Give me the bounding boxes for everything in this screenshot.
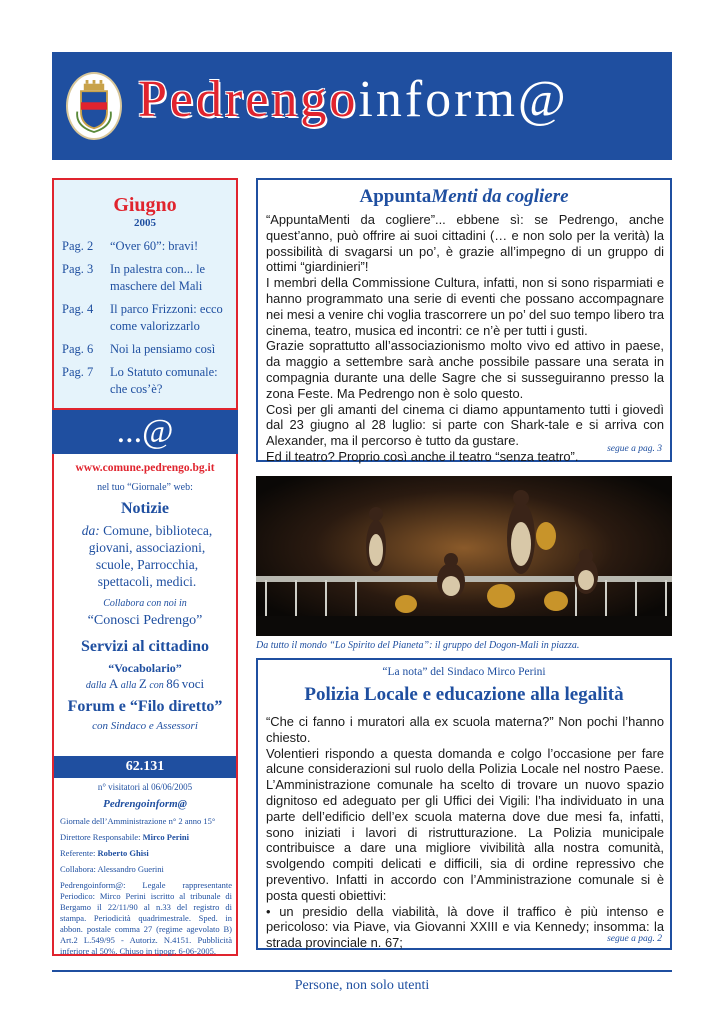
- vocab-con: con: [149, 680, 164, 691]
- article-title: [258, 186, 670, 208]
- article-body: “AppuntaMenti da cogliere”... ebbene sì: se Pedrengo, anche quest’anno, può offrire ai suoi cittadini (… e non solo per la verità) la possibilità di svagarsi un po’, è grazie all’impegno di un gruppo di ottimi “giardinieri”! I membri della Commissione Cultura, infatti, non si sono risparmiati e hanno programmato una serie di eventi che possano accompagnare nei mesi a venire chi voglia trascorrere un po’ del suo tempo libero tra cinema, teatro, musica ed incontri: ce n’è per tutti i gusti. Grazie soprattutto all’associazionismo molto vivo ed attivo in paese, da maggio a settembre sarà anche possibile passare una serata in compagnia durante una delle Sagre che si susseguiranno presso la zona Feste. Ma Pedrengo non è solo questo. Così per gli amanti del cinema ci diamo appuntamento tutti i giovedì dal 23 giugno al 28 luglio: si parte con Shark-tale e si arriva con Alexander, ma il percorso è tutto da gustare. Ed il teatro? Proprio così anche il teatro “senza teatro”.: [266, 212, 664, 464]
- article-appuntamenti: [256, 178, 672, 462]
- collabora-text: Collabora con noi in: [103, 598, 187, 609]
- article-polizia-locale: [256, 658, 672, 950]
- colophon-director: [60, 832, 232, 843]
- concert-photo: [256, 476, 672, 636]
- director-label: Direttore Responsabile:: [60, 832, 141, 842]
- colophon-legal: Pedrengoinform@: Legale rappresentante Periodico: Mirco Perini iscritto al tribunale di Bergamo il 22/11/90 al n.33 del registro di stampa. Periodicità quadrimestrale. Sped. in abbon. postale comma 27 (regime agevolato B) Art.2 L.549/95 - Autoriz. N.4151. Pubblicità inferiore al 50%. Chiuso in tipogr. 6-06-2005.: [60, 880, 232, 956]
- vocab-a: A: [108, 676, 119, 691]
- footer-slogan: Persone, non solo utenti: [294, 978, 430, 993]
- colophon-contributor: Collabora: Alessandro Guerini: [60, 864, 164, 874]
- title-part-red: Pedrengo: [138, 71, 359, 128]
- toc-title: Il parco Frizzoni: ecco come valorizzarlo: [110, 302, 223, 333]
- article-body: “Che ci fanno i muratori alla ex scuola materna?” Non pochi l’hanno chiesto. Volentieri rispondo a questa domanda e colgo l’occasione per fare alcune considerazioni sul ruolo della Polizia Locale nel nostro Paese. L’Amministrazione comunale ha scelto di trovare un nuovo spazio dignitoso ed adeguato per gli Uffici dei Vigili: l’ha individuato in una parte dell’edificio dell’ex scuola materna dove due mesi fa, infatti, sono iniziati i lavori di ristrutturazione. La Polizia municipale contribuisce a dare una migliore vivibilità alla nostra comunità, svolgendo compiti delicati e difficili, sia di ordine repressivo che preventivo. Infatti in accordo con l’Amministrazione comunale si è posta questi obiettivi: • un presidio della viabilità, là dove il traffico è più intenso e pericoloso: via Piave, via Giovanni XXIII e via Kennedy; insomma: la strada provinciale n. 67;: [266, 714, 664, 951]
- conosci-pedrengo: “Conosci Pedrengo”: [87, 613, 203, 628]
- website-subtitle: nel tuo “Giornale” web:: [97, 482, 193, 493]
- title-normal: Appunta: [359, 186, 432, 207]
- toc-item[interactable]: [62, 301, 232, 335]
- toc-item[interactable]: [62, 364, 232, 398]
- vocab-count: 86: [166, 676, 180, 691]
- newsletter-title: [138, 71, 569, 128]
- table-of-contents-box: [52, 178, 238, 410]
- notizie-heading: Notizie: [121, 500, 169, 517]
- toc-title: In palestra con... le maschere del Mali: [110, 262, 206, 293]
- title-part-white: inform@: [358, 71, 569, 128]
- toc-item[interactable]: [62, 261, 232, 295]
- article-title: Polizia Locale e educazione alla legalità: [304, 684, 624, 705]
- website-link[interactable]: www.comune.pedrengo.bg.it: [75, 462, 215, 474]
- visitor-counter: 62.131: [54, 756, 236, 778]
- issue-year: 2005: [134, 217, 156, 229]
- toc-page: Pag. 2: [62, 239, 94, 253]
- notizie-da: da:: [81, 523, 100, 538]
- toc-page: Pag. 4: [62, 302, 94, 316]
- toc-page: Pag. 7: [62, 365, 94, 379]
- sidebar: [52, 178, 238, 956]
- municipal-crest-icon: [66, 72, 122, 140]
- vocabolario-range: [54, 676, 236, 692]
- toc-page: Pag. 6: [62, 342, 94, 356]
- footer-divider: [52, 970, 672, 972]
- masthead: [52, 52, 672, 160]
- toc-title: Noi la pensiamo così: [110, 342, 216, 356]
- colophon-line: Giornale dell’Amministrazione n° 2 anno 15°: [60, 816, 216, 826]
- continued-link[interactable]: segue a pag. 2: [607, 934, 662, 944]
- toc-item[interactable]: [62, 341, 232, 358]
- web-banner: [52, 410, 238, 454]
- toc-page: Pag. 3: [62, 262, 94, 276]
- title-italic: Menti da cogliere: [431, 186, 569, 207]
- forum-heading: Forum e “Filo diretto”: [67, 698, 223, 715]
- at-symbol-heading: ...@: [116, 413, 174, 450]
- vocab-voci: voci: [181, 676, 205, 691]
- director-name: Mirco Perini: [142, 832, 189, 842]
- toc-list: [62, 238, 232, 404]
- colophon-referent: [60, 848, 232, 859]
- visitor-counter-label: n° visitatori al 06/06/2005: [97, 782, 193, 792]
- colophon-title: Pedrengoinform@: [103, 798, 187, 810]
- referent-name: Roberto Ghisi: [97, 848, 149, 858]
- toc-title: Lo Statuto comunale: che cos’è?: [110, 365, 218, 396]
- toc-item[interactable]: [62, 238, 232, 255]
- article-kicker: “La nota” del Sindaco Mirco Perini: [382, 666, 546, 678]
- referent-label: Referente:: [60, 848, 96, 858]
- issue-month: Giugno: [113, 194, 177, 216]
- vocab-alla: alla: [120, 680, 137, 691]
- photo-caption: Da tutto il mondo “Lo Spirito del Pianeta”: il gruppo del Dogon-Mali in piazza.: [256, 640, 580, 651]
- servizi-heading: Servizi al cittadino: [81, 638, 209, 655]
- vocab-dalla: dalla: [85, 680, 107, 691]
- notizie-text: [72, 522, 222, 590]
- toc-title: “Over 60”: bravi!: [110, 239, 199, 253]
- notizie-list: Comune, biblioteca, giovani, associazioni, scuole, Parrocchia, spettacoli, medici.: [88, 523, 213, 589]
- web-info-box: [52, 454, 238, 956]
- forum-subtitle: con Sindaco e Assessori: [92, 720, 198, 732]
- continued-link[interactable]: segue a pag. 3: [607, 444, 662, 454]
- vocabolario-label: “Vocabolario”: [108, 661, 182, 675]
- vocab-z: Z: [138, 676, 147, 691]
